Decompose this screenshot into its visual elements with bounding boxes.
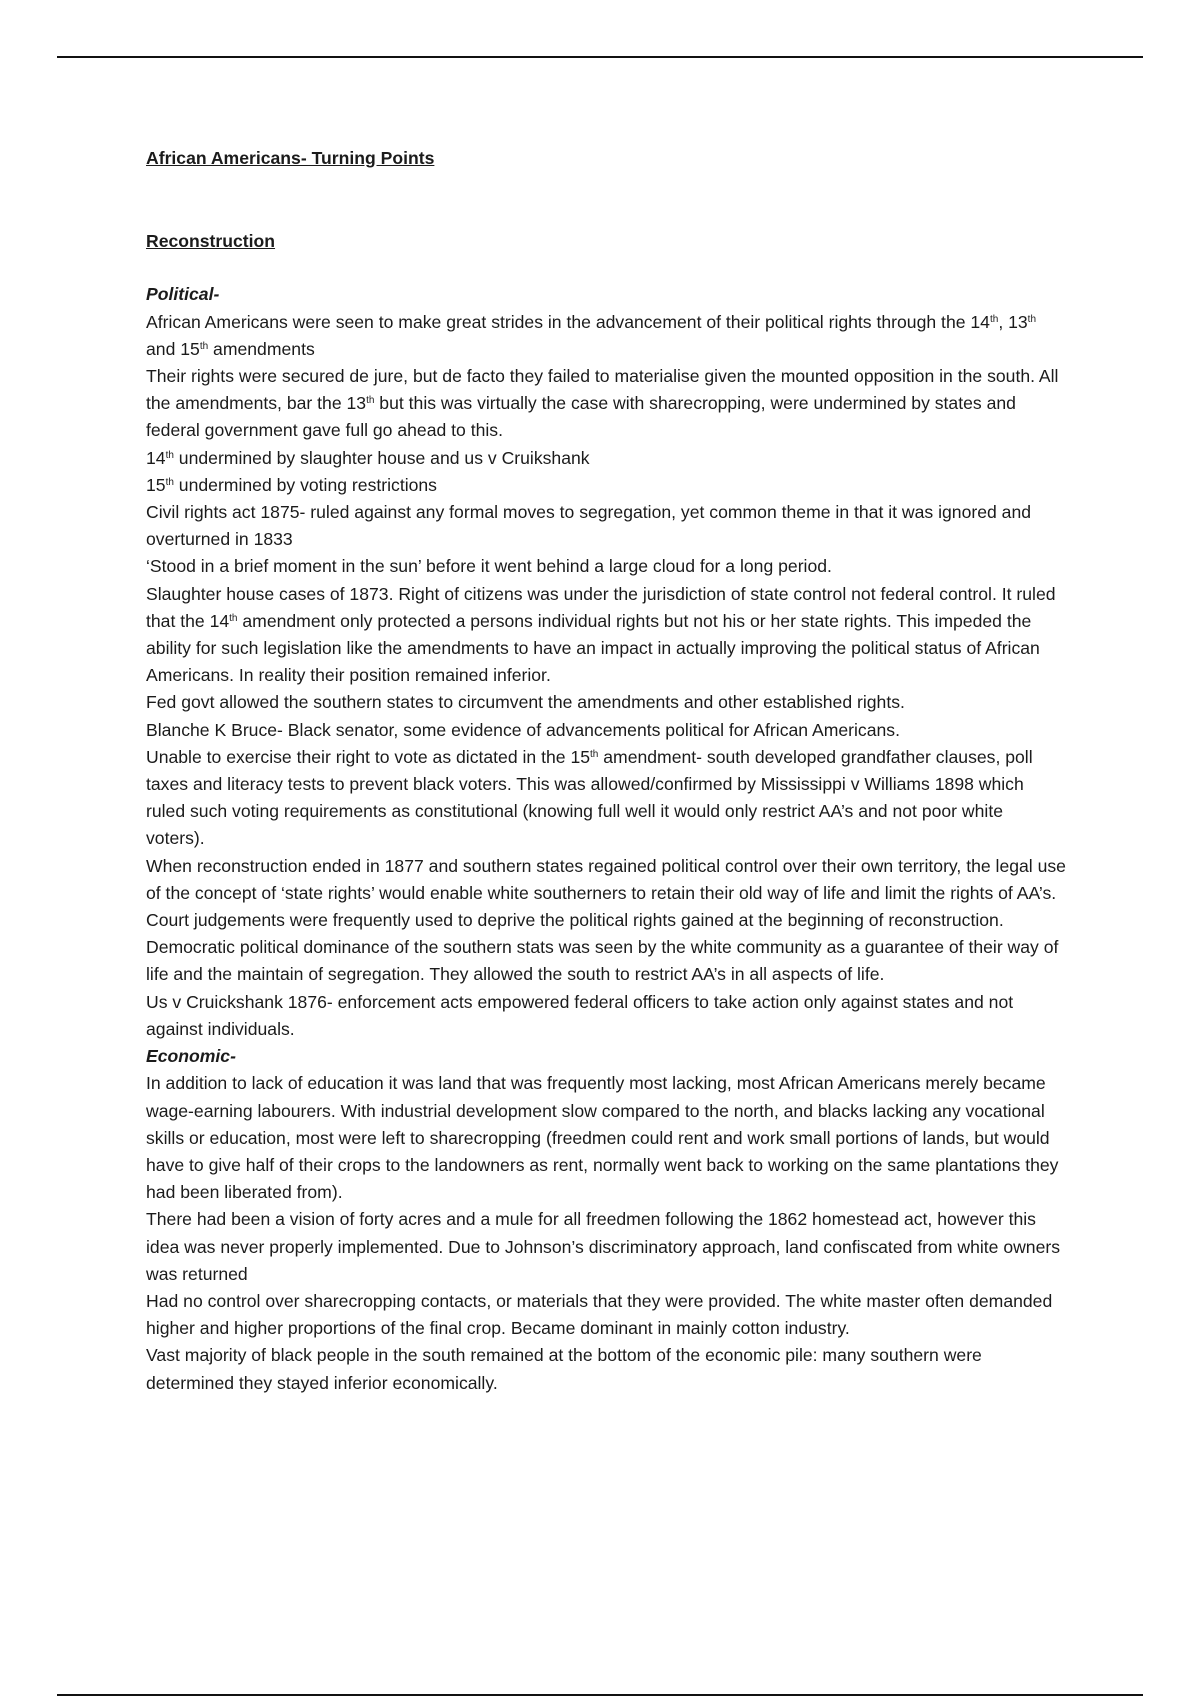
subheading-political: Political- bbox=[146, 284, 220, 305]
paragraph: 15th undermined by voting restrictions bbox=[146, 474, 437, 495]
paragraph: In addition to lack of education it was land that was frequently most lacking, most African Americans merely became wage-earning labourers. With industrial development slow compared to the north, and blacks lacking any vocational skills or education, most were left to sharecropping (freedmen could rent and work small portions of lands, but would have to give half of their crops to the landowners as rent, normally went back to working on the same plantations they had been liberated from). bbox=[146, 1073, 1059, 1203]
paragraph: Had no control over sharecropping contacts, or materials that they were provided. The white master often demanded higher and higher proportions of the final crop. Became dominant in mainly cotton industry. bbox=[146, 1290, 1053, 1339]
paragraph: Democratic political dominance of the southern stats was seen by the white community as a guarantee of their way of life and the maintain of segregation. They allowed the south to restrict AA’s in all aspects of life. bbox=[146, 937, 1059, 985]
paragraph: Civil rights act 1875- ruled against any formal moves to segregation, yet common theme in that it was ignored and overturned in 1833 bbox=[146, 502, 1032, 550]
paragraph: Vast majority of black people in the south remained at the bottom of the economic pile: many southern were determined they stayed inferior economically. bbox=[146, 1345, 982, 1393]
subheading-economic: Economic- bbox=[146, 1046, 236, 1067]
paragraph: Unable to exercise their right to vote as dictated in the 15th amendment- south developed grandfather clauses, poll taxes and literacy tests to prevent black voters. This was allowed/confirmed by Mississippi v Williams 1898 which ruled such voting requirements as constitutional (knowing full well it would only restrict AA’s and not poor white voters). bbox=[146, 746, 1033, 849]
paragraph: 14th undermined by slaughter house and us v Cruikshank bbox=[146, 447, 590, 468]
paragraph: When reconstruction ended in 1877 and southern states regained political control over their own territory, the legal use of the concept of ‘state rights’ would enable white southerners to retain their old way of life and limit the rights of AA’s. Court judgements were frequently used to deprive the political rights gained at the beginning of reconstruction. bbox=[146, 855, 1066, 931]
footer-rule bbox=[57, 1694, 1143, 1696]
paragraph: Slaughter house cases of 1873. Right of citizens was under the jurisdiction of state control not federal control. It ruled that the 14th amendment only protected a persons individual rights but not his or her state rights. This impeded the ability for such legislation like the amendments to have an impact in actually improving the political status of African Americans. In reality their position remained inferior. bbox=[146, 583, 1056, 686]
document-title: African Americans- Turning Points bbox=[146, 148, 435, 168]
paragraph: Us v Cruickshank 1876- enforcement acts empowered federal officers to take action only against states and not against individuals. bbox=[146, 991, 1014, 1039]
paragraph: There had been a vision of forty acres and a mule for all freedmen following the 1862 homestead act, however this idea was never properly implemented. Due to Johnson’s discriminatory approach, land confiscated from white owners was returned bbox=[146, 1209, 1061, 1284]
paragraph: Their rights were secured de jure, but de facto they failed to materialise given the mounted opposition in the south. All the amendments, bar the 13th but this was virtually the case with sharecropping, were undermined by states and federal government gave full go ahead to this. bbox=[146, 366, 1059, 441]
paragraph: Fed govt allowed the southern states to circumvent the amendments and other established rights. bbox=[146, 692, 905, 713]
header-rule bbox=[57, 56, 1143, 58]
paragraph: African Americans were seen to make great strides in the advancement of their political rights through the 14th, 13th and 15th amendments bbox=[146, 311, 1037, 359]
paragraph: Blanche K Bruce- Black senator, some evidence of advancements political for African Americans. bbox=[146, 719, 900, 740]
section-heading-reconstruction: Reconstruction bbox=[146, 231, 276, 252]
paragraph: ‘Stood in a brief moment in the sun’ before it went behind a large cloud for a long period. bbox=[146, 556, 832, 577]
document-body bbox=[146, 145, 1066, 1397]
